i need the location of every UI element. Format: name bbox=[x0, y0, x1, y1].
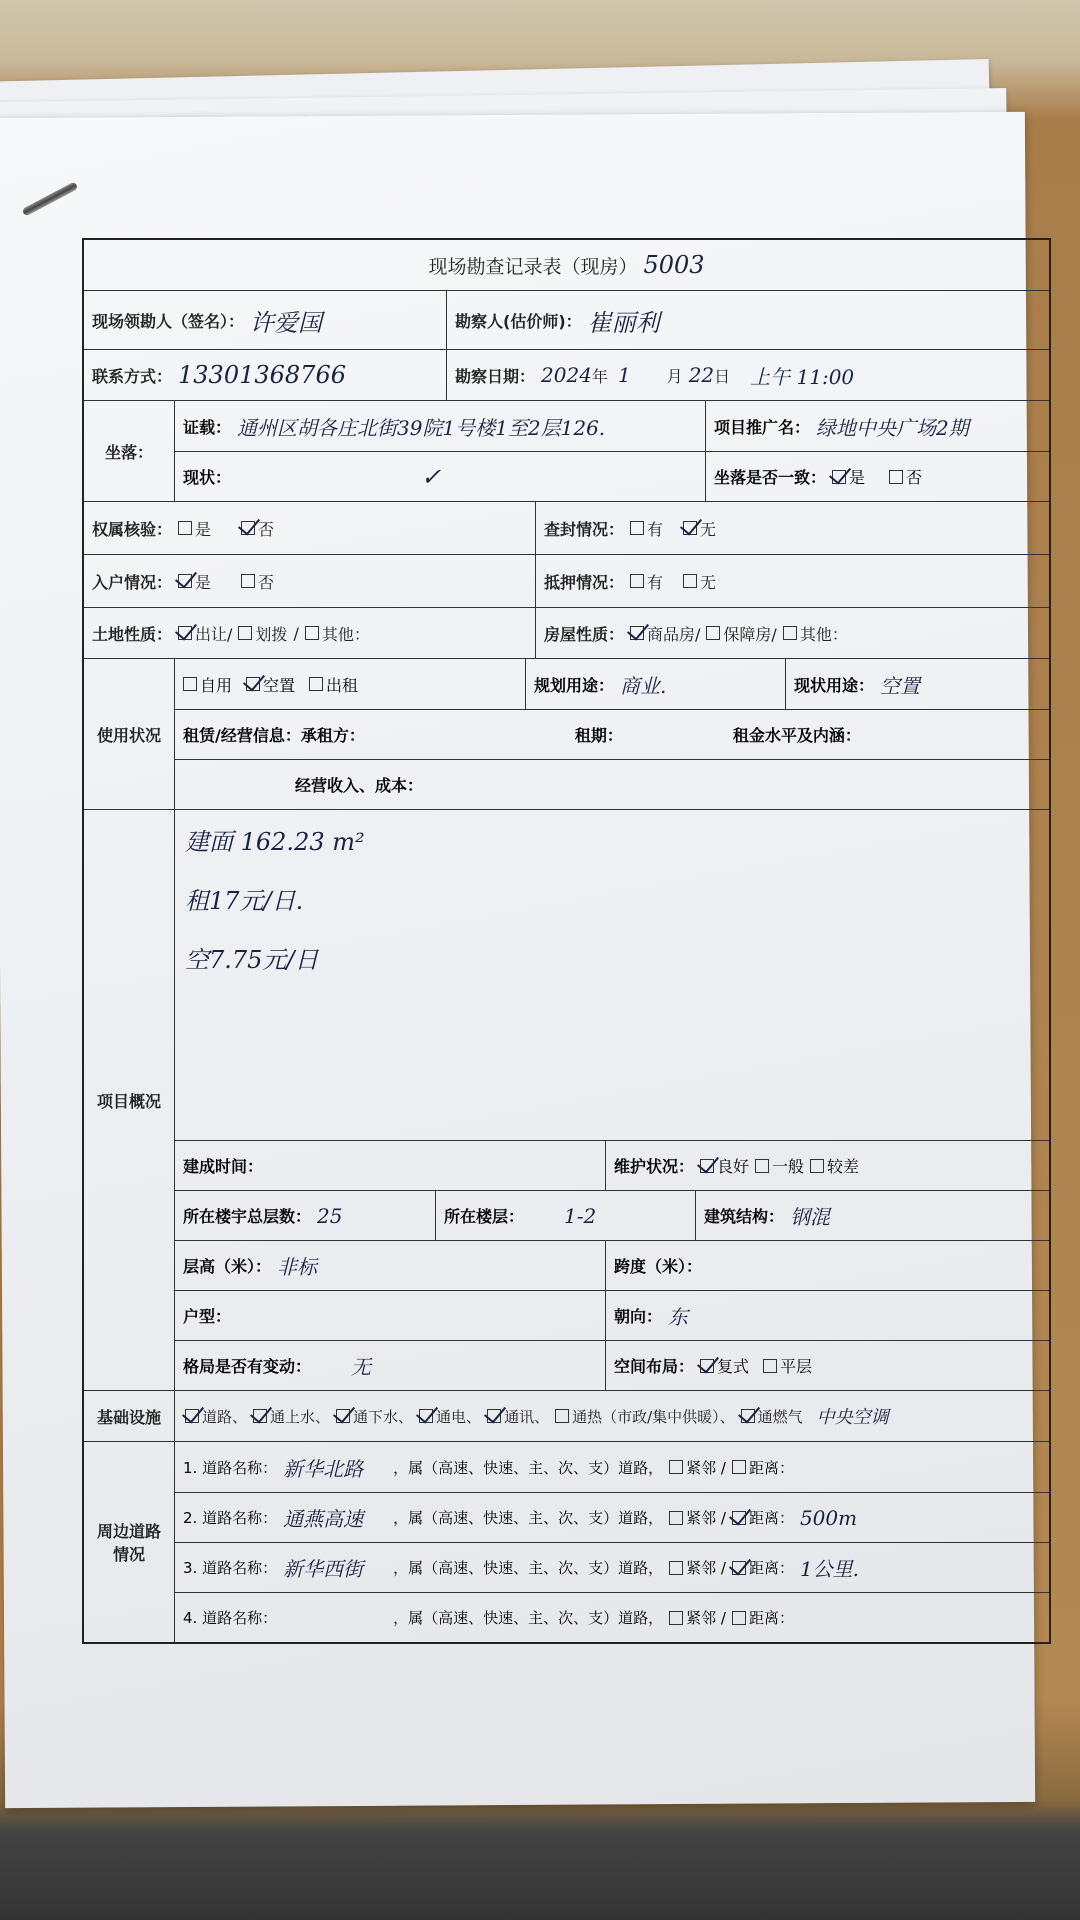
road-adjacent-checkbox[interactable] bbox=[669, 1511, 683, 1525]
road-adjacent-label: 紧邻 / bbox=[686, 1609, 726, 1627]
date-day: 22 bbox=[688, 363, 715, 387]
mortgage-cell bbox=[535, 555, 1049, 607]
date-year-unit: 年 bbox=[591, 366, 608, 386]
total-floors-value: 25 bbox=[317, 1203, 343, 1228]
entry-cell bbox=[84, 555, 535, 607]
road-class: ，属（高速、快速、主、次、支）道路， bbox=[393, 1458, 664, 1477]
guide-label: 现场领勘人（签名）： bbox=[92, 311, 245, 331]
overview-note-area: 建面 162.23 m² bbox=[185, 828, 365, 856]
overview-note-rent: 租17元/日. bbox=[185, 887, 304, 915]
floor-label: 所在楼层： bbox=[444, 1207, 525, 1226]
infra-note: 中央空调 bbox=[816, 1407, 889, 1428]
check-mark-icon: ✓ bbox=[421, 462, 442, 491]
date-month-unit: 月 bbox=[666, 366, 683, 386]
maint-mid-checkbox[interactable] bbox=[755, 1159, 769, 1173]
infra-road-checkbox[interactable] bbox=[185, 1409, 199, 1423]
change-label: 格局是否有变动： bbox=[183, 1357, 312, 1376]
overview-row-floors bbox=[175, 1190, 1049, 1240]
road-prefix: 2. 道路名称： bbox=[183, 1509, 278, 1527]
road-adjacent-label: 紧邻 / bbox=[686, 1509, 726, 1527]
road-adjacent-label: 紧邻 / bbox=[686, 1458, 726, 1477]
orient-label: 朝向： bbox=[614, 1307, 663, 1326]
house-cell bbox=[535, 608, 1049, 658]
entry-yes-checkbox[interactable] bbox=[178, 574, 192, 588]
type-label: 户型： bbox=[183, 1307, 232, 1326]
land-label: 土地性质： bbox=[92, 624, 173, 644]
current-use-cell bbox=[785, 659, 1049, 709]
mortgage-label: 抵押情况： bbox=[544, 572, 625, 592]
current-use-value: 空置 bbox=[880, 673, 921, 698]
lease-label: 租赁/经营信息：承租方： bbox=[183, 726, 365, 745]
ownership-no-label: 否 bbox=[258, 519, 275, 539]
seal-no-label: 无 bbox=[700, 519, 717, 539]
ownership-yes-label: 是 bbox=[195, 519, 212, 539]
date-month: 1 bbox=[617, 363, 631, 387]
infra-power-label: 通电、 bbox=[436, 1407, 482, 1426]
overview-note-vacant: 空7.75元/日 bbox=[185, 946, 319, 974]
road-adjacent-checkbox[interactable] bbox=[669, 1460, 683, 1474]
infra-drain-checkbox[interactable] bbox=[336, 1409, 350, 1423]
infra-road-label: 道路、 bbox=[202, 1407, 248, 1426]
house-label: 房屋性质： bbox=[544, 624, 625, 644]
infra-power-checkbox[interactable] bbox=[419, 1409, 433, 1423]
road-name: 通燕高速 bbox=[283, 1507, 364, 1531]
floor-value: 1-2 bbox=[564, 1203, 597, 1228]
land-transfer-label: 出让/ bbox=[195, 624, 233, 644]
date-year: 2024 bbox=[541, 363, 592, 387]
usage-self-label: 自用 bbox=[200, 675, 233, 695]
seal-no-checkbox[interactable] bbox=[683, 521, 697, 535]
road-prefix: 3. 道路名称： bbox=[183, 1559, 278, 1577]
current-use-label: 现状用途： bbox=[794, 675, 875, 695]
seal-yes-label: 有 bbox=[647, 519, 664, 539]
land-other-label: 其他： bbox=[321, 624, 370, 644]
road-distance-label: 距离： bbox=[748, 1458, 794, 1477]
location-label-cell bbox=[84, 401, 174, 501]
survey-form bbox=[82, 238, 1051, 1644]
seal-label: 查封情况： bbox=[544, 519, 625, 539]
built-cell bbox=[175, 1141, 605, 1190]
road-prefix: 1. 道路名称： bbox=[183, 1458, 278, 1477]
land-allocate-checkbox[interactable] bbox=[238, 626, 252, 640]
overview-row-height bbox=[175, 1240, 1049, 1290]
house-affordable-label: 保障房/ bbox=[723, 624, 777, 644]
infra-telecom-label: 通讯、 bbox=[504, 1407, 550, 1426]
maint-mid-label: 一般 bbox=[772, 1157, 805, 1176]
road-adjacent-checkbox[interactable] bbox=[669, 1611, 683, 1625]
road-class: ，属（高速、快速、主、次、支）道路， bbox=[393, 1609, 664, 1627]
status-row bbox=[175, 451, 705, 501]
road-row bbox=[175, 1442, 1049, 1492]
maint-label: 维护状况： bbox=[614, 1157, 695, 1176]
roads-label-cell bbox=[84, 1442, 174, 1642]
overview-row-layout bbox=[175, 1340, 1049, 1390]
infra-water-checkbox[interactable] bbox=[253, 1409, 267, 1423]
date-day-unit: 日 bbox=[714, 366, 731, 386]
maint-cell bbox=[605, 1141, 1049, 1190]
height-value: 非标 bbox=[277, 1255, 318, 1279]
usage-label-cell bbox=[84, 659, 174, 809]
maint-good-checkbox[interactable] bbox=[700, 1159, 714, 1173]
orient-cell bbox=[605, 1291, 1049, 1340]
mortgage-no-checkbox[interactable] bbox=[683, 574, 697, 588]
entry-label: 入户情况： bbox=[92, 572, 173, 592]
road-distance-value: 1公里. bbox=[799, 1557, 860, 1581]
ownership-cell bbox=[84, 502, 535, 554]
usage-rent-checkbox[interactable] bbox=[309, 677, 323, 691]
land-other-checkbox[interactable] bbox=[305, 626, 319, 640]
road-distance-value: 500m bbox=[799, 1505, 858, 1530]
span-cell bbox=[605, 1241, 1049, 1290]
surveyor-label: 勘察人(估价师)： bbox=[455, 311, 582, 331]
layout-cell bbox=[605, 1341, 1049, 1390]
structure-value: 钢混 bbox=[790, 1205, 831, 1229]
form-number: 5003 bbox=[643, 251, 705, 279]
usage-vacant-checkbox[interactable] bbox=[246, 677, 260, 691]
height-label: 层高（米）： bbox=[183, 1257, 272, 1276]
lease-term-label: 租期： bbox=[574, 726, 623, 745]
form-title-text: 现场勘查记录表（现房） bbox=[428, 255, 638, 278]
span-label: 跨度（米）： bbox=[614, 1257, 703, 1276]
infra-gas-label: 通燃气 bbox=[757, 1407, 803, 1426]
road-name: 新华西街 bbox=[283, 1557, 364, 1581]
form-title bbox=[84, 240, 1049, 290]
change-value: 无 bbox=[351, 1355, 372, 1379]
ownership-no-checkbox[interactable] bbox=[241, 521, 255, 535]
road-adjacent-checkbox[interactable] bbox=[669, 1561, 683, 1575]
land-transfer-checkbox[interactable] bbox=[178, 626, 192, 640]
road-adjacent-label: 紧邻 / bbox=[686, 1559, 726, 1577]
orient-value: 东 bbox=[668, 1305, 689, 1329]
contact-value: 13301368766 bbox=[178, 361, 346, 389]
road-row bbox=[175, 1592, 1049, 1642]
infra-heat-checkbox[interactable] bbox=[555, 1409, 569, 1423]
maint-bad-label: 较差 bbox=[827, 1157, 860, 1176]
floor-cell bbox=[435, 1191, 695, 1240]
income-label: 经营收入、成本： bbox=[295, 776, 424, 795]
usage-self-checkbox[interactable] bbox=[183, 677, 197, 691]
layout-duplex-checkbox[interactable] bbox=[700, 1359, 714, 1373]
house-other-label: 其他： bbox=[799, 624, 848, 644]
usage-row-1 bbox=[175, 659, 1049, 709]
infra-label: 基础设施 bbox=[96, 1407, 161, 1427]
usage-col bbox=[174, 659, 1049, 809]
type-cell bbox=[175, 1291, 605, 1340]
match-yes-checkbox[interactable] bbox=[832, 470, 846, 484]
house-commercial-checkbox[interactable] bbox=[630, 626, 644, 640]
match-label: 坐落是否一致： bbox=[714, 468, 827, 487]
surveyor-signature: 崔丽利 bbox=[587, 308, 660, 337]
seal-yes-checkbox[interactable] bbox=[630, 521, 644, 535]
usage-rent-label: 出租 bbox=[326, 675, 359, 695]
overview-label: 项目概况 bbox=[96, 1091, 161, 1111]
road-row bbox=[175, 1542, 1049, 1592]
entry-no-label: 否 bbox=[258, 572, 275, 592]
layout-flat-checkbox[interactable] bbox=[763, 1359, 777, 1373]
road-row bbox=[175, 1492, 1049, 1542]
contact-label: 联系方式： bbox=[92, 366, 173, 386]
usage-vacant-label: 空置 bbox=[263, 675, 296, 695]
rent-level-label: 租金水平及内涵： bbox=[732, 726, 861, 745]
infra-heat-label: 通热（市政/集中供暖）、 bbox=[572, 1407, 735, 1426]
maint-good-label: 良好 bbox=[717, 1157, 750, 1176]
mortgage-yes-checkbox[interactable] bbox=[630, 574, 644, 588]
cert-label: 证载： bbox=[183, 417, 232, 437]
surveyor-cell bbox=[446, 291, 1049, 349]
match-no-label: 否 bbox=[906, 468, 923, 487]
infra-water-label: 通上水、 bbox=[270, 1407, 331, 1426]
road-distance-label: 距离： bbox=[748, 1559, 794, 1577]
income-row bbox=[175, 759, 1049, 809]
ownership-label: 权属核验： bbox=[92, 519, 173, 539]
layout-flat-label: 平层 bbox=[780, 1357, 813, 1376]
infra-gas-checkbox[interactable] bbox=[741, 1409, 755, 1423]
location-project-col bbox=[705, 401, 1049, 501]
road-name: 新华北路 bbox=[283, 1456, 364, 1481]
date-cell bbox=[446, 350, 1049, 400]
road-distance-checkbox[interactable] bbox=[732, 1611, 746, 1625]
structure-label: 建筑结构： bbox=[704, 1207, 785, 1226]
land-cell bbox=[84, 608, 535, 658]
date-time: 上午 11:00 bbox=[750, 364, 855, 389]
infra-telecom-checkbox[interactable] bbox=[487, 1409, 501, 1423]
lease-row bbox=[175, 709, 1049, 759]
change-cell bbox=[175, 1341, 605, 1390]
plan-use-value: 商业. bbox=[620, 673, 667, 698]
road-distance-checkbox[interactable] bbox=[732, 1460, 746, 1474]
plan-use-cell bbox=[525, 659, 785, 709]
infra-label-cell bbox=[84, 1391, 174, 1441]
cert-value: 通州区胡各庄北街39院1号楼1至2层126. bbox=[237, 415, 606, 440]
height-cell bbox=[175, 1241, 605, 1290]
match-yes-label: 是 bbox=[849, 468, 866, 487]
mortgage-no-label: 无 bbox=[700, 572, 717, 592]
guide-signature: 许爱国 bbox=[250, 308, 323, 337]
ownership-yes-checkbox[interactable] bbox=[178, 521, 192, 535]
location-cert-col bbox=[174, 401, 705, 501]
maint-bad-checkbox[interactable] bbox=[810, 1159, 824, 1173]
usage-label: 使用状况 bbox=[96, 725, 161, 745]
date-label: 勘察日期： bbox=[455, 366, 536, 386]
roads-col bbox=[174, 1442, 1049, 1642]
status-label: 现状： bbox=[183, 468, 232, 487]
mortgage-yes-label: 有 bbox=[647, 572, 664, 592]
total-floors-cell bbox=[175, 1191, 435, 1240]
house-other-checkbox[interactable] bbox=[783, 626, 797, 640]
seal-cell bbox=[535, 502, 1049, 554]
road-distance-label: 距离： bbox=[748, 1609, 794, 1627]
roads-label: 周边道路情况 bbox=[96, 1522, 161, 1564]
overview-row-built bbox=[175, 1140, 1049, 1190]
infra-items-cell bbox=[174, 1391, 1049, 1441]
layout-duplex-label: 复式 bbox=[717, 1357, 750, 1376]
overview-label-cell bbox=[84, 810, 174, 1390]
project-row bbox=[706, 401, 1049, 451]
overview-row-type bbox=[175, 1290, 1049, 1340]
overview-notes bbox=[175, 810, 1049, 1140]
project-value: 绿地中央广场2期 bbox=[816, 415, 969, 440]
road-class: ，属（高速、快速、主、次、支）道路， bbox=[393, 1509, 664, 1527]
project-label: 项目推广名： bbox=[714, 417, 811, 437]
land-slash: / bbox=[293, 623, 299, 643]
entry-yes-label: 是 bbox=[195, 572, 212, 592]
usage-type-cell bbox=[175, 659, 525, 709]
road-distance-checkbox[interactable] bbox=[732, 1561, 746, 1575]
guide-cell bbox=[84, 291, 446, 349]
entry-no-checkbox[interactable] bbox=[241, 574, 255, 588]
location-label: 坐落： bbox=[104, 442, 153, 462]
built-label: 建成时间： bbox=[183, 1157, 264, 1176]
match-no-checkbox[interactable] bbox=[889, 470, 903, 484]
land-allocate-label: 划拨 bbox=[255, 624, 288, 644]
contact-cell bbox=[84, 350, 446, 400]
road-prefix: 4. 道路名称： bbox=[183, 1609, 278, 1627]
house-affordable-checkbox[interactable] bbox=[706, 626, 720, 640]
road-distance-checkbox[interactable] bbox=[732, 1511, 746, 1525]
overview-col bbox=[174, 810, 1049, 1390]
house-commercial-label: 商品房/ bbox=[647, 624, 701, 644]
total-floors-label: 所在楼宇总层数： bbox=[183, 1207, 312, 1226]
infra-drain-label: 通下水、 bbox=[353, 1407, 414, 1426]
road-distance-label: 距离： bbox=[748, 1509, 794, 1527]
road-class: ，属（高速、快速、主、次、支）道路， bbox=[393, 1559, 664, 1577]
plan-use-label: 规划用途： bbox=[534, 675, 615, 695]
layout-label: 空间布局： bbox=[614, 1357, 695, 1376]
cert-row bbox=[175, 401, 705, 451]
structure-cell bbox=[695, 1191, 1049, 1240]
match-row bbox=[706, 451, 1049, 501]
